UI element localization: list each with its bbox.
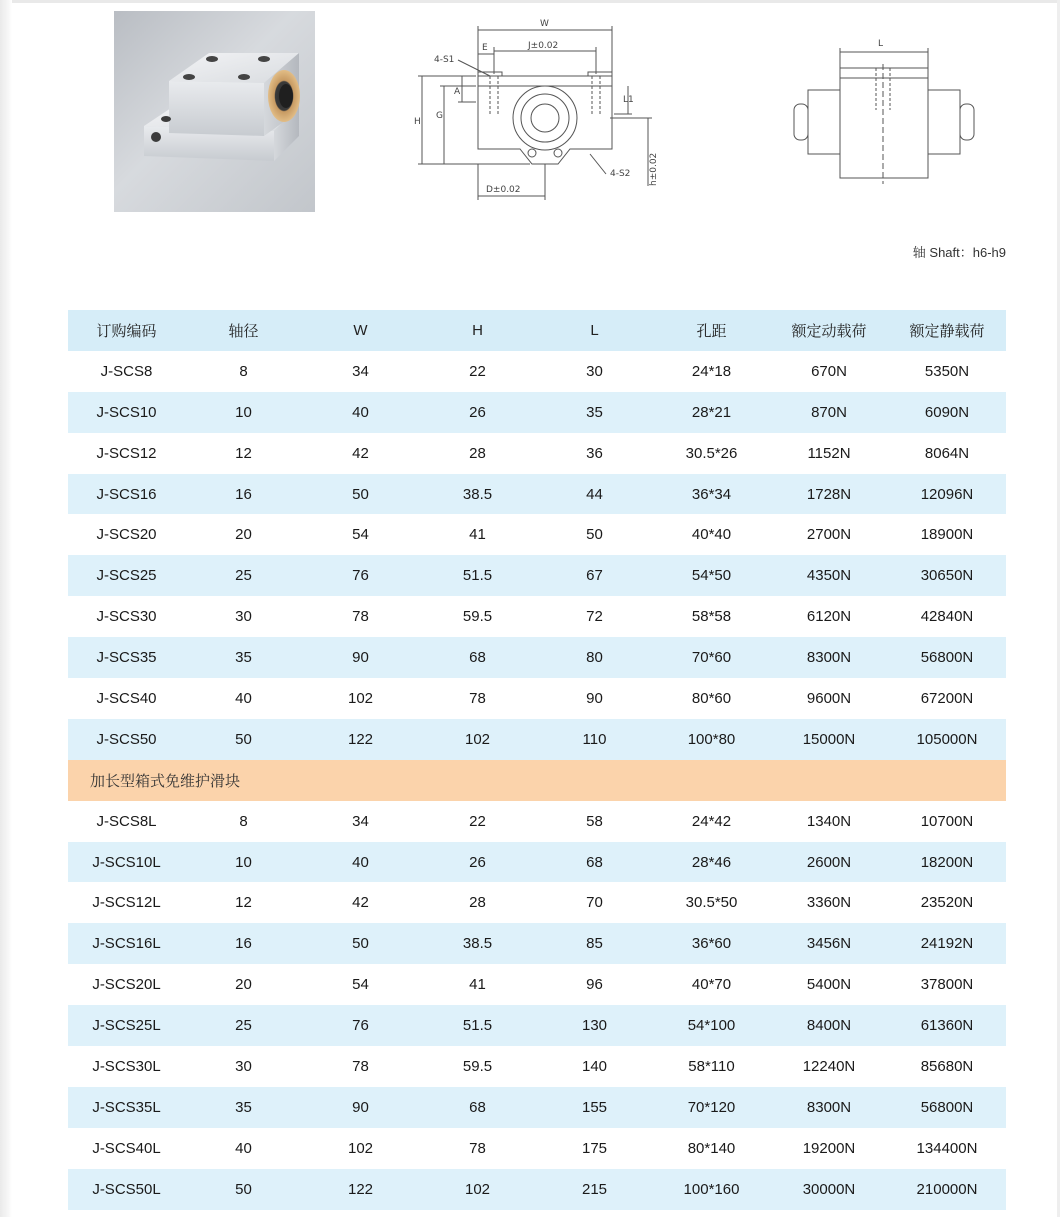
- table-cell: 102: [302, 678, 419, 719]
- table-cell: 3456N: [770, 923, 888, 964]
- table-cell: 50: [302, 474, 419, 515]
- table-cell: 22: [419, 351, 536, 392]
- table-cell: 35: [185, 637, 302, 678]
- table-cell: 10: [185, 392, 302, 433]
- table-cell: 102: [419, 1169, 536, 1210]
- dim-l1-label: L1: [623, 95, 634, 105]
- table-row: [68, 964, 1006, 1005]
- table-cell: 25: [185, 1005, 302, 1046]
- table-cell: 26: [419, 842, 536, 883]
- table-row: [68, 719, 1006, 760]
- table-cell: 76: [302, 555, 419, 596]
- table-cell: 2600N: [770, 842, 888, 883]
- column-header: 额定静载荷: [888, 310, 1006, 351]
- table-cell: 8064N: [888, 433, 1006, 474]
- column-header: 孔距: [653, 310, 770, 351]
- table-cell: J-SCS30L: [68, 1046, 185, 1087]
- table-cell: J-SCS8: [68, 351, 185, 392]
- table-cell: 38.5: [419, 923, 536, 964]
- table-cell: 20: [185, 964, 302, 1005]
- window-top-edge: [0, 0, 1060, 3]
- table-cell: 40*40: [653, 514, 770, 555]
- table-cell: 80*140: [653, 1128, 770, 1169]
- table-row: [68, 351, 1006, 392]
- table-cell: 44: [536, 474, 653, 515]
- table-cell: 8300N: [770, 1087, 888, 1128]
- table-cell: 50: [185, 719, 302, 760]
- table-cell: 56800N: [888, 637, 1006, 678]
- front-view-drawing: [410, 14, 670, 204]
- table-cell: 8400N: [770, 1005, 888, 1046]
- table-cell: 175: [536, 1128, 653, 1169]
- table-cell: 51.5: [419, 1005, 536, 1046]
- section-title: 加长型箱式免维护滑块: [68, 760, 1006, 801]
- table-cell: J-SCS10L: [68, 842, 185, 883]
- table-cell: J-SCS35L: [68, 1087, 185, 1128]
- table-cell: 24192N: [888, 923, 1006, 964]
- side-view-svg: [790, 34, 980, 184]
- table-row: [68, 474, 1006, 515]
- table-cell: 670N: [770, 351, 888, 392]
- table-cell: 58*110: [653, 1046, 770, 1087]
- table-cell: 59.5: [419, 596, 536, 637]
- table-cell: 6090N: [888, 392, 1006, 433]
- product-photo: [114, 11, 315, 212]
- table-cell: 50: [302, 923, 419, 964]
- table-cell: 100*160: [653, 1169, 770, 1210]
- table-row: [68, 923, 1006, 964]
- table-cell: 38.5: [419, 474, 536, 515]
- table-cell: 70: [536, 882, 653, 923]
- table-cell: 30.5*26: [653, 433, 770, 474]
- table-cell: 4350N: [770, 555, 888, 596]
- table-cell: 28*21: [653, 392, 770, 433]
- table-cell: 35: [185, 1087, 302, 1128]
- table-row: [68, 1046, 1006, 1087]
- table-cell: 105000N: [888, 719, 1006, 760]
- table-cell: 24*42: [653, 801, 770, 842]
- linear-bearing-block-image: [114, 11, 315, 212]
- table-cell: 40: [302, 842, 419, 883]
- column-header: L: [536, 310, 653, 351]
- table-cell: 40*70: [653, 964, 770, 1005]
- table-cell: J-SCS35: [68, 637, 185, 678]
- table-cell: 30: [185, 596, 302, 637]
- table-row: [68, 637, 1006, 678]
- column-header: H: [419, 310, 536, 351]
- table-cell: 15000N: [770, 719, 888, 760]
- table-cell: 1152N: [770, 433, 888, 474]
- table-cell: 59.5: [419, 1046, 536, 1087]
- table-cell: 16: [185, 474, 302, 515]
- table-cell: 18200N: [888, 842, 1006, 883]
- table-cell: 134400N: [888, 1128, 1006, 1169]
- table-cell: 23520N: [888, 882, 1006, 923]
- table-row: [68, 842, 1006, 883]
- table-cell: 90: [536, 678, 653, 719]
- dim-h-small-label: h±0.02: [649, 152, 659, 186]
- table-cell: 85: [536, 923, 653, 964]
- table-cell: 12240N: [770, 1046, 888, 1087]
- table-cell: J-SCS20L: [68, 964, 185, 1005]
- table-cell: 54*50: [653, 555, 770, 596]
- table-row: [68, 801, 1006, 842]
- column-header: 订购编码: [68, 310, 185, 351]
- dim-l-label: L: [878, 39, 884, 49]
- table-cell: 90: [302, 1087, 419, 1128]
- table-cell: 28: [419, 882, 536, 923]
- table-cell: 61360N: [888, 1005, 1006, 1046]
- table-cell: 34: [302, 351, 419, 392]
- table-row: [68, 555, 1006, 596]
- table-cell: 36: [536, 433, 653, 474]
- section-header-row: [68, 760, 1006, 801]
- table-cell: 41: [419, 514, 536, 555]
- table-header-row: [68, 310, 1006, 351]
- table-cell: 12: [185, 433, 302, 474]
- table-cell: 36*60: [653, 923, 770, 964]
- table-cell: 130: [536, 1005, 653, 1046]
- table-cell: J-SCS20: [68, 514, 185, 555]
- table-cell: 140: [536, 1046, 653, 1087]
- table-cell: 26: [419, 392, 536, 433]
- table-cell: 36*34: [653, 474, 770, 515]
- table-cell: 70*60: [653, 637, 770, 678]
- table-cell: 54: [302, 514, 419, 555]
- table-cell: 35: [536, 392, 653, 433]
- table-cell: 12096N: [888, 474, 1006, 515]
- table-cell: J-SCS50: [68, 719, 185, 760]
- table-cell: 42840N: [888, 596, 1006, 637]
- table-cell: 12: [185, 882, 302, 923]
- table-cell: 28: [419, 433, 536, 474]
- table-cell: 50: [536, 514, 653, 555]
- dim-4s1-label: 4-S1: [434, 55, 455, 65]
- table-cell: 122: [302, 719, 419, 760]
- table-row: [68, 882, 1006, 923]
- dim-a-label: A: [454, 87, 461, 97]
- table-cell: 110: [536, 719, 653, 760]
- table-cell: 18900N: [888, 514, 1006, 555]
- table-cell: 10: [185, 842, 302, 883]
- table-cell: 54*100: [653, 1005, 770, 1046]
- table-cell: 6120N: [770, 596, 888, 637]
- table-cell: 8: [185, 801, 302, 842]
- table-cell: J-SCS50L: [68, 1169, 185, 1210]
- table-cell: 100*80: [653, 719, 770, 760]
- column-header: W: [302, 310, 419, 351]
- table-cell: 58: [536, 801, 653, 842]
- table-row: [68, 596, 1006, 637]
- table-row: [68, 433, 1006, 474]
- column-header: 轴径: [185, 310, 302, 351]
- table-cell: 28*46: [653, 842, 770, 883]
- table-cell: 40: [185, 1128, 302, 1169]
- table-cell: 102: [302, 1128, 419, 1169]
- table-cell: J-SCS40L: [68, 1128, 185, 1169]
- table-cell: J-SCS12: [68, 433, 185, 474]
- table-row: [68, 1087, 1006, 1128]
- table-row: [68, 514, 1006, 555]
- table-cell: 30000N: [770, 1169, 888, 1210]
- table-row: [68, 1128, 1006, 1169]
- table-cell: 90: [302, 637, 419, 678]
- dim-g-label: G: [436, 111, 443, 121]
- table-cell: 122: [302, 1169, 419, 1210]
- table-cell: 10700N: [888, 801, 1006, 842]
- table-body: [68, 351, 1006, 1210]
- dim-j-label: J±0.02: [528, 41, 559, 51]
- dim-e-label: E: [482, 43, 488, 53]
- dim-4s2-label: 4-S2: [610, 169, 631, 179]
- table-cell: 56800N: [888, 1087, 1006, 1128]
- table-cell: J-SCS40: [68, 678, 185, 719]
- table-cell: J-SCS8L: [68, 801, 185, 842]
- table-cell: 1340N: [770, 801, 888, 842]
- table-cell: 85680N: [888, 1046, 1006, 1087]
- table-cell: 210000N: [888, 1169, 1006, 1210]
- table-cell: 80: [536, 637, 653, 678]
- table-cell: J-SCS12L: [68, 882, 185, 923]
- table-cell: 70*120: [653, 1087, 770, 1128]
- table-cell: 78: [302, 1046, 419, 1087]
- table-cell: 34: [302, 801, 419, 842]
- table-cell: 54: [302, 964, 419, 1005]
- table-cell: 78: [302, 596, 419, 637]
- side-view-drawing: [790, 34, 980, 184]
- table-cell: 25: [185, 555, 302, 596]
- table-cell: 50: [185, 1169, 302, 1210]
- table-cell: 37800N: [888, 964, 1006, 1005]
- table-cell: J-SCS25L: [68, 1005, 185, 1046]
- table-cell: 102: [419, 719, 536, 760]
- table-cell: 78: [419, 1128, 536, 1169]
- table-cell: 8300N: [770, 637, 888, 678]
- table-cell: 19200N: [770, 1128, 888, 1169]
- dim-w-label: W: [540, 19, 549, 29]
- table-cell: 72: [536, 596, 653, 637]
- table-cell: 215: [536, 1169, 653, 1210]
- table-cell: 20: [185, 514, 302, 555]
- table-cell: 155: [536, 1087, 653, 1128]
- table-cell: J-SCS25: [68, 555, 185, 596]
- dim-d-label: D±0.02: [486, 185, 521, 195]
- table-cell: 67200N: [888, 678, 1006, 719]
- table-cell: 8: [185, 351, 302, 392]
- spec-table: [68, 310, 1006, 1210]
- table-cell: 68: [536, 842, 653, 883]
- table-row: [68, 1005, 1006, 1046]
- table-cell: 30650N: [888, 555, 1006, 596]
- table-cell: 42: [302, 433, 419, 474]
- table-row: [68, 678, 1006, 719]
- column-header: 额定动载荷: [770, 310, 888, 351]
- table-cell: J-SCS10: [68, 392, 185, 433]
- table-cell: 76: [302, 1005, 419, 1046]
- table-cell: 80*60: [653, 678, 770, 719]
- table-cell: 870N: [770, 392, 888, 433]
- table-cell: 30: [185, 1046, 302, 1087]
- table-cell: 51.5: [419, 555, 536, 596]
- table-cell: 30.5*50: [653, 882, 770, 923]
- table-row: [68, 392, 1006, 433]
- table-cell: 5350N: [888, 351, 1006, 392]
- table-cell: 41: [419, 964, 536, 1005]
- table-cell: 30: [536, 351, 653, 392]
- table-cell: J-SCS30: [68, 596, 185, 637]
- table-cell: 3360N: [770, 882, 888, 923]
- table-cell: 68: [419, 1087, 536, 1128]
- table-cell: 40: [302, 392, 419, 433]
- table-cell: 24*18: [653, 351, 770, 392]
- front-view-svg: [410, 14, 670, 204]
- table-cell: 58*58: [653, 596, 770, 637]
- table-cell: 96: [536, 964, 653, 1005]
- table-cell: 22: [419, 801, 536, 842]
- table-cell: 9600N: [770, 678, 888, 719]
- table-cell: 40: [185, 678, 302, 719]
- dim-h-label: H: [414, 117, 421, 127]
- table-cell: 1728N: [770, 474, 888, 515]
- table-cell: 16: [185, 923, 302, 964]
- shaft-tolerance-note: 轴 Shaft：h6-h9: [912, 245, 1006, 260]
- table-cell: 42: [302, 882, 419, 923]
- table-cell: 67: [536, 555, 653, 596]
- table-cell: 5400N: [770, 964, 888, 1005]
- table-cell: 78: [419, 678, 536, 719]
- table-cell: J-SCS16L: [68, 923, 185, 964]
- table-cell: J-SCS16: [68, 474, 185, 515]
- table-row: [68, 1169, 1006, 1210]
- table-cell: 68: [419, 637, 536, 678]
- window-left-shadow: [0, 0, 12, 1217]
- table-cell: 2700N: [770, 514, 888, 555]
